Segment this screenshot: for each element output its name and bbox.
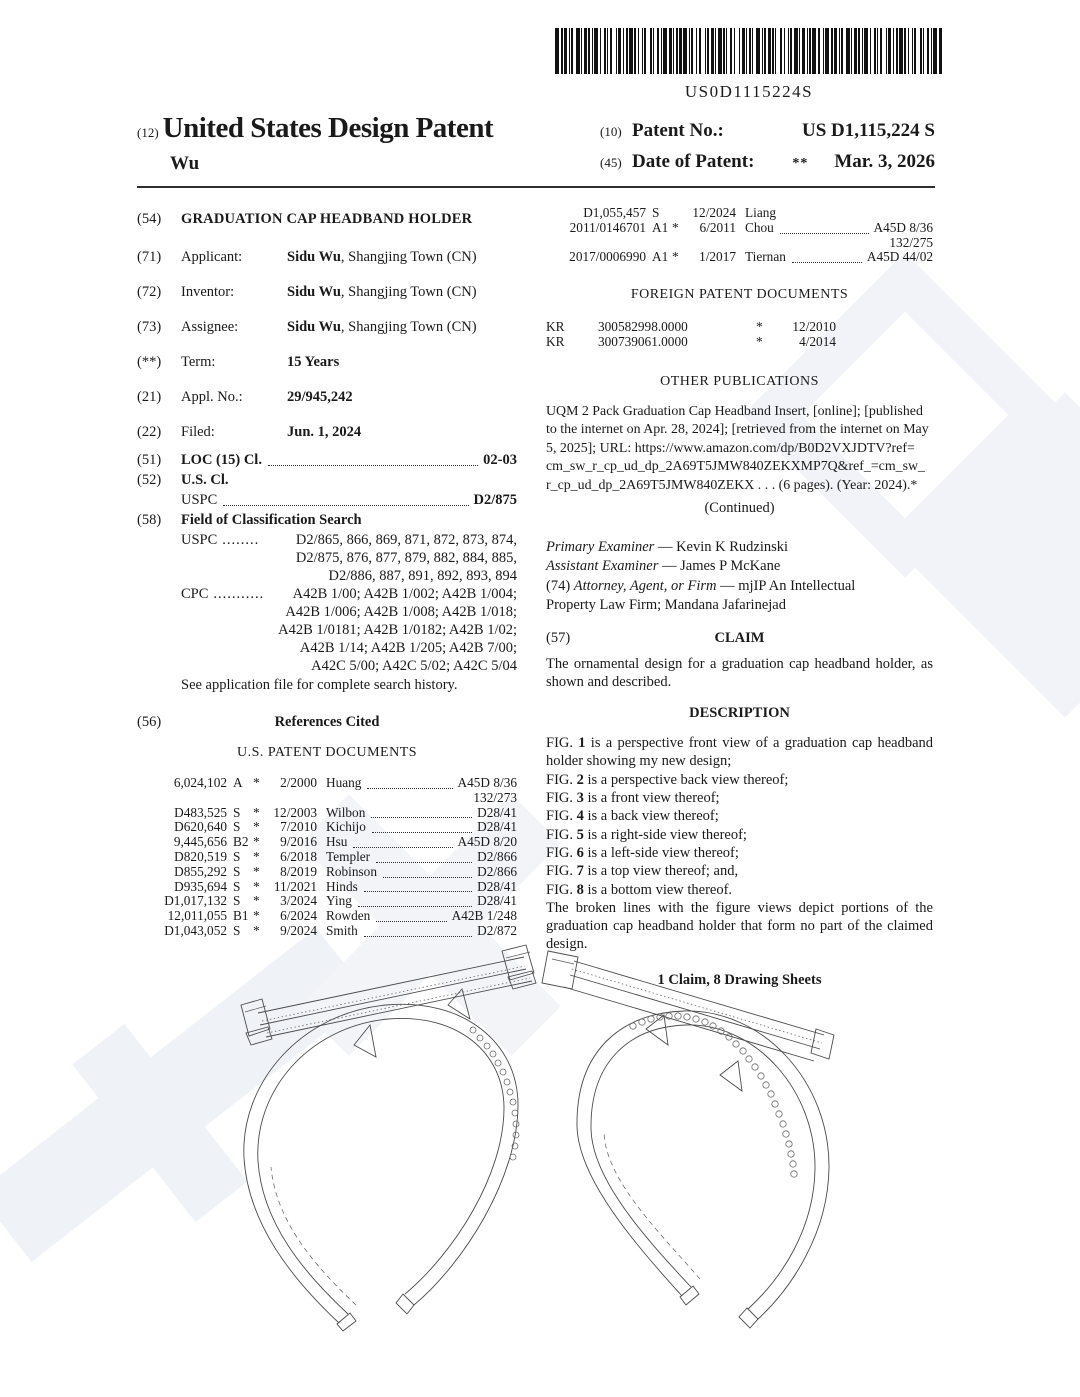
reference-row: D483,525 S * 12/2003 Wilbon D28/41 <box>174 804 517 820</box>
claims-sheets-note: 1 Claim, 8 Drawing Sheets <box>657 971 822 988</box>
figure-descriptions <box>546 734 933 899</box>
attorney-firm: — mjIP An Intellectual <box>716 577 856 594</box>
inventor-row: (72) Inventor: Sidu Wu, Shangjing Town (CN) <box>137 284 477 300</box>
appl-no-row: (21) Appl. No.: 29/945,242 <box>137 389 353 405</box>
dot-leader <box>223 491 468 506</box>
cpc-search-line: A42B 1/0181; A42B 1/0182; A42B 1/02; <box>278 622 517 638</box>
figure-description-line: FIG. 4 is a back view thereof; <box>546 808 719 825</box>
patent-no-code: (10) <box>600 124 622 139</box>
primary-examiner: — Kevin K Rudzinski <box>654 538 789 555</box>
patent-no-label: Patent No.: <box>632 120 724 141</box>
filed-row: (22) Filed: Jun. 1, 2024 <box>137 424 362 440</box>
foreign-reference-row: KR 300739061.0000 * 4/2014 <box>546 334 836 350</box>
cpc-search-line: A42B 1/14; A42B 1/205; A42B 7/00; <box>299 640 517 656</box>
us-references-list <box>137 776 517 939</box>
uspc-row: USPC D2/875 <box>181 492 517 508</box>
description-heading: DESCRIPTION <box>689 705 790 722</box>
figure-description-line: FIG. 3 is a front view thereof; <box>546 790 720 807</box>
reference-row: D1,055,457 S 12/2024 Liang <box>583 205 777 220</box>
patent-date: Mar. 3, 2026 <box>834 151 935 172</box>
left-column: (54) GRADUATION CAP HEADBAND HOLDER (71) Applicant: Sidu Wu, Shangjing Town (CN) (72) Inventor: Sidu Wu, Shangjing Town (CN) (73) Assignee: Sidu Wu, Shangjing Town (CN) (**) Term: 15 Years (21) Appl. No.: 29/945,242 (22) Filed: Jun. 1, 2024 (51) LOC (15) Cl. 02-03 (52) U.S. Cl. USPC D2/875 (58) Field of Classification Search USPC ........ D2/865, 866, 869, 871, 872, 873, 874, D2/875, 876, 877, 879, 882, 884, 885, D2/886, 887, 891, 892, 893, 894 CPC ........... A42B 1/00; A42B 1/002; A42B 1/004; A42B 1/006; A42B 1/008; A42B 1/018; A42B 1/0181; A42B 1/0182; A42B 1/02; A42B 1/14; A42B 1/205; A42B 7/00; A42C 5/00; A42C 5/02; A42C 5/04 See application file for complete search history. (56) References Cited U.S. PATENT DOCUMENTS 6,024,102 A * 2/2000 Huang A45D 8/36 132/273 D483,525 S * 12/2003 Wilbon D28/41 D620,640 S * 7/2010 Kichijo D28/41 9,445,656 B2 * 9/2016 Hsu A45D 8/20 D820,519 S * 6/2018 Templer D2/866 D855,292 S * 8/2019 Robinson D2/866 D935,694 S * 11/2021 Hinds D28/41 D1,017,132 S * 3/2024 Ying D28/41 12,011,055 B1 * 6/2024 Rowden A42B 1/248 D1,043,052 S * 9/2024 Smith D2/872 <box>137 211 517 938</box>
publication-line: cm_sw_r_cp_ud_dp_2A69T5JMW840ZEKXMP7Q&ref_=cm_sw_ <box>546 459 925 475</box>
inventor-surname: Wu <box>170 153 200 174</box>
barcode-bars <box>555 28 943 76</box>
reference-row: 2017/0006990 A1 * 1/2017 Tiernan A45D 44/02 <box>569 249 933 265</box>
continued-note: (Continued) <box>704 499 775 516</box>
document-type: United States Design Patent <box>162 112 494 144</box>
figure-2-perspective-back-view <box>534 933 1004 1363</box>
applicant-row: (71) Applicant: Sidu Wu, Shangjing Town (CN) <box>137 249 477 265</box>
appl-no: 29/945,242 <box>287 389 353 405</box>
patent-number: US D1,115,224 S <box>801 120 935 141</box>
applicant-name: Sidu Wu <box>287 249 341 265</box>
uspc-value: D2/875 <box>473 492 517 508</box>
other-publications <box>546 403 933 496</box>
search-history-note: See application file for complete search history. <box>181 677 458 693</box>
reference-row: D620,640 S * 7/2010 Kichijo D28/41 <box>174 819 517 835</box>
barcode-number: US0D1115224S <box>684 82 814 101</box>
invention-title: GRADUATION CAP HEADBAND HOLDER <box>181 211 473 227</box>
uspc-search-line: D2/886, 887, 891, 892, 893, 894 <box>328 568 517 584</box>
reference-row: D1,043,052 S * 9/2024 Smith D2/872 <box>164 922 517 938</box>
inventor-name: Sidu Wu <box>287 284 341 300</box>
figure-description-line: FIG. 2 is a perspective back view thereof; <box>546 771 789 788</box>
claim-heading: (57) CLAIM <box>546 629 765 646</box>
reference-row: D820,519 S * 6/2018 Templer D2/866 <box>174 848 517 864</box>
figure-description-line: FIG. 7 is a top view thereof; and, <box>546 863 739 880</box>
cpc-search-line: A42C 5/00; A42C 5/02; A42C 5/04 <box>311 658 517 674</box>
cpc-search-line: A42B 1/006; A42B 1/008; A42B 1/018; <box>285 604 517 620</box>
reference-row: 9,445,656 B2 * 9/2016 Hsu A45D 8/20 <box>173 834 517 850</box>
assistant-examiner: — James P McKane <box>658 558 781 575</box>
barcode <box>553 28 945 102</box>
foreign-references-list <box>546 319 933 349</box>
loc-value: 02-03 <box>483 452 517 468</box>
broken-lines-note: The broken lines with the figure views depict portions of the graduation cap headband holder that form no part of the claimed design. <box>546 899 933 953</box>
figure-description-line: FIG. 6 is a left-side view thereof; <box>546 844 739 861</box>
other-publications-heading: OTHER PUBLICATIONS <box>660 373 819 389</box>
publication-line: 5, 2025]; URL: https://www.amazon.com/dp/B0D2VXJDTV?ref= <box>546 440 915 456</box>
dot-leader <box>268 451 478 466</box>
filed-date: Jun. 1, 2024 <box>287 424 362 440</box>
assignee-row: (73) Assignee: Sidu Wu, Shangjing Town (CN) <box>137 319 477 335</box>
reference-row: 6,024,102 A * 2/2000 Huang A45D 8/36 132/273 <box>173 775 517 805</box>
right-column <box>546 206 933 989</box>
kind-code: (12) <box>137 125 159 140</box>
us-references-continued <box>546 206 933 265</box>
focs-row: (58) Field of Classification Search <box>137 512 362 528</box>
assignee-name: Sidu Wu <box>287 319 341 335</box>
reference-row: 12,011,055 B1 * 6/2024 Rowden A42B 1/248 <box>167 908 517 924</box>
term-marker: ** <box>792 156 809 171</box>
date-label: Date of Patent: <box>632 151 755 172</box>
header-rule <box>137 186 935 188</box>
date-code: (45) <box>600 155 622 170</box>
figure-description-line: FIG. 1 is a perspective front view of a graduation cap headband holder showing my new design; <box>546 735 934 770</box>
publication-line: to the internet on Apr. 28, 2024]; [retrieved from the internet on May <box>546 422 929 438</box>
reference-row: D855,292 S * 8/2019 Robinson D2/866 <box>174 863 517 879</box>
loc-class-row: (51) LOC (15) Cl. 02-03 <box>137 452 517 468</box>
examiner-block: Primary Examiner — Kevin K Rudzinski Assistant Examiner — James P McKane (74) Attorney, Agent, or Firm — mjIP An Intellectual Property Law Firm; Mandana Jafarinejad <box>546 538 856 614</box>
us-patent-documents-heading: U.S. PATENT DOCUMENTS <box>236 745 418 760</box>
term-row: (**) Term: 15 Years <box>137 354 340 370</box>
uspc-search-line: D2/875, 876, 877, 879, 882, 884, 885, <box>295 550 517 566</box>
references-heading: (56) References Cited <box>137 714 380 730</box>
reference-row: D1,017,132 S * 3/2024 Ying D28/41 <box>164 893 517 909</box>
reference-row: D935,694 S * 11/2021 Hinds D28/41 <box>174 878 517 894</box>
claim-text: The ornamental design for a graduation cap headband holder, as shown and described. <box>546 655 933 690</box>
title-row: (54) GRADUATION CAP HEADBAND HOLDER <box>137 210 517 228</box>
foreign-patents-heading: FOREIGN PATENT DOCUMENTS <box>630 287 849 303</box>
figure-description-line: FIG. 5 is a right-side view thereof; <box>546 826 747 843</box>
term-value: 15 Years <box>287 354 340 370</box>
figure-description-line: FIG. 8 is a bottom view thereof. <box>546 881 733 898</box>
publication-line: UQM 2 Pack Graduation Cap Headband Insert, [online]; [published <box>546 403 923 419</box>
us-class-row: (52) U.S. Cl. <box>137 472 229 488</box>
foreign-reference-row: KR 300582998.0000 * 12/2010 <box>546 319 836 335</box>
publication-line: r_cp_ud_dp_2A69T5JMW840ZEKX . . . (6 pages). (Year: 2024).* <box>546 477 918 493</box>
reference-row: 2011/0146701 A1 * 6/2011 Chou A45D 8/36 132/275 <box>569 219 933 250</box>
